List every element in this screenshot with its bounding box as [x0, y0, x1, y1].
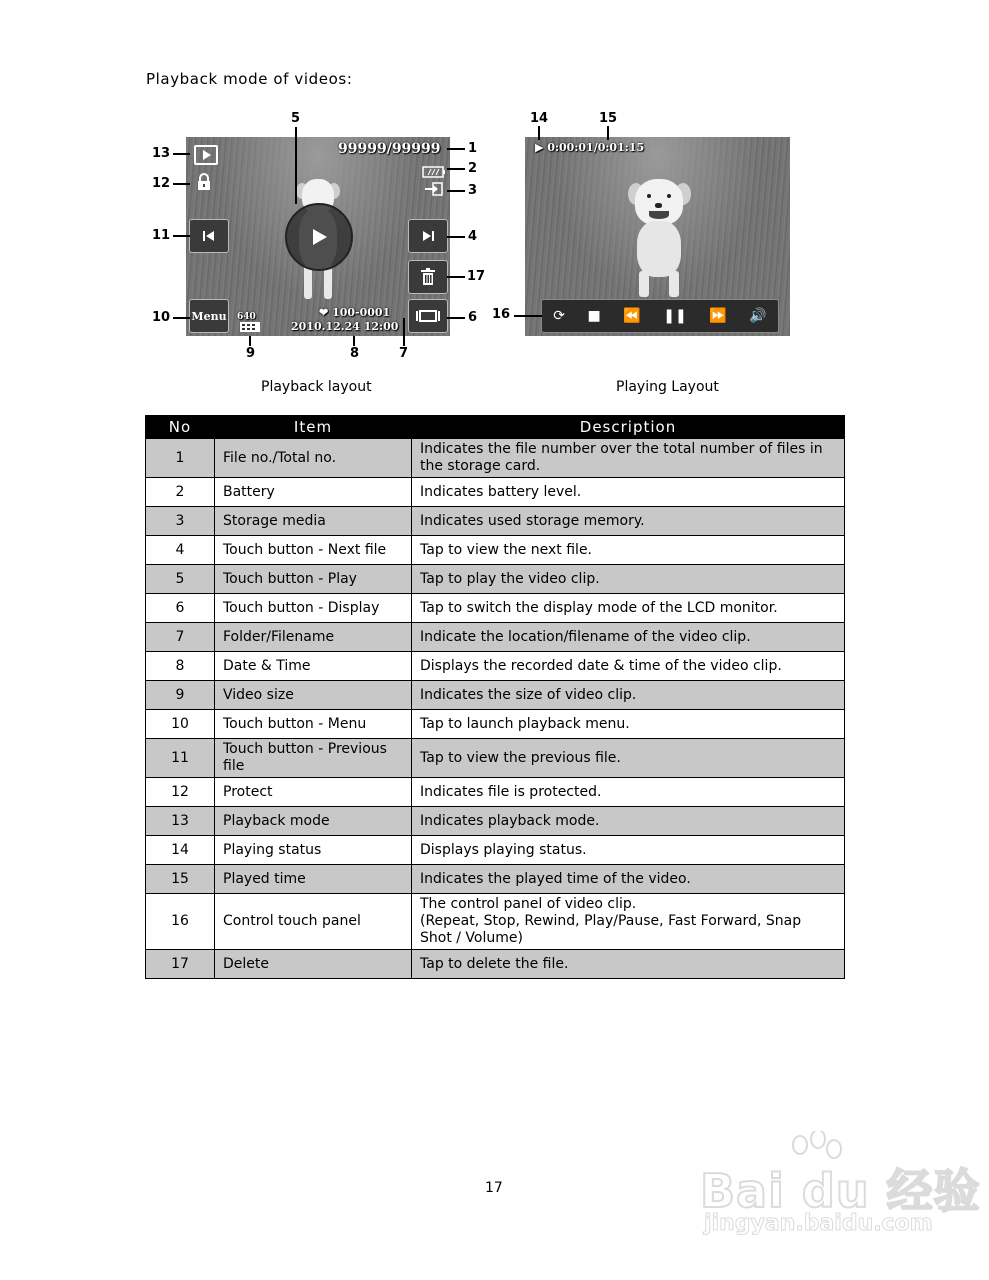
row-description: Tap to view the previous file. [412, 739, 845, 778]
row-item: Touch button - Play [215, 565, 412, 594]
callout-17: 17 [467, 269, 486, 284]
playing-layout-screen [525, 137, 790, 336]
row-number: 13 [146, 807, 215, 836]
callout-2: 2 [468, 161, 478, 176]
table-row [146, 681, 845, 710]
volume-icon[interactable]: 🔊 [749, 308, 767, 324]
callout-line-3 [447, 190, 465, 192]
callout-5: 5 [291, 111, 301, 126]
watermark-url: jingyan.baidu.com [704, 1211, 933, 1236]
table-row [146, 594, 845, 623]
repeat-icon[interactable]: ⟳ [553, 308, 565, 324]
row-description: Tap to view the next file. [412, 536, 845, 565]
callout-13: 13 [152, 146, 171, 161]
row-item: Played time [215, 865, 412, 894]
row-description: Displays the recorded date & time of the video clip. [412, 652, 845, 681]
storage-media-icon [424, 181, 444, 200]
callout-3: 3 [468, 183, 478, 198]
callout-line-4 [447, 236, 465, 238]
row-number: 8 [146, 652, 215, 681]
table-row [146, 894, 845, 950]
played-time: 0:00:01/0:01:15 [547, 141, 645, 154]
table-row [146, 778, 845, 807]
heart-icon: ❤ [319, 306, 329, 319]
callout-11: 11 [152, 228, 171, 243]
row-item: Delete [215, 950, 412, 979]
callout-14: 14 [530, 111, 549, 126]
play-button[interactable] [285, 203, 353, 271]
play-icon [309, 227, 329, 247]
display-mode-icon [416, 309, 440, 323]
skip-back-icon [201, 229, 217, 243]
description-table [145, 415, 845, 979]
callout-1: 1 [468, 141, 478, 156]
display-button[interactable] [408, 299, 448, 333]
battery-icon [422, 163, 446, 182]
page-number: 17 [485, 1180, 503, 1196]
callout-16: 16 [492, 307, 511, 322]
row-number: 16 [146, 894, 215, 950]
row-number: 17 [146, 950, 215, 979]
callout-line-13 [173, 153, 190, 155]
table-row [146, 478, 845, 507]
table-row [146, 536, 845, 565]
row-number: 15 [146, 865, 215, 894]
table-row [146, 710, 845, 739]
callout-4: 4 [468, 229, 478, 244]
table-row [146, 623, 845, 652]
row-description: Tap to switch the display mode of the LCD monitor. [412, 594, 845, 623]
menu-button-label: Menu [191, 309, 227, 323]
table-row [146, 836, 845, 865]
table-row [146, 865, 845, 894]
row-item: Date & Time [215, 652, 412, 681]
table-header-row [146, 416, 845, 439]
row-number: 6 [146, 594, 215, 623]
callout-line-6 [447, 317, 465, 319]
row-description: Tap to delete the file. [412, 950, 845, 979]
playback-mode-icon [194, 145, 218, 165]
callout-line-11 [173, 235, 190, 237]
row-description: Indicates the file number over the total number of files in the storage card. [412, 439, 845, 478]
row-description: Indicates battery level. [412, 478, 845, 507]
folder-filename: ❤ 100-0001 [319, 306, 391, 319]
date-time: 2010.12.24 12:00 [291, 320, 399, 333]
row-item: Touch button - Previous file [215, 739, 412, 778]
watermark-brand: Bai du 经验 [700, 1164, 981, 1218]
callout-10: 10 [152, 310, 171, 325]
row-description: The control panel of video clip. (Repeat, Stop, Rewind, Play/Pause, Fast Forward, Snap Shot / Volume) [412, 894, 845, 950]
callout-line-1 [447, 148, 465, 150]
playback-layout-screen [186, 137, 450, 336]
caption-playing-layout: Playing Layout [616, 379, 719, 395]
row-item: Playing status [215, 836, 412, 865]
fast-forward-icon[interactable]: ⏩ [709, 308, 727, 324]
pause-icon[interactable]: ❚❚ [663, 308, 687, 324]
row-description: Indicates playback mode. [412, 807, 845, 836]
callout-line-16 [514, 315, 542, 317]
row-description: Tap to play the video clip. [412, 565, 845, 594]
header-item: Item [215, 416, 412, 439]
caption-playback-layout: Playback layout [261, 379, 372, 395]
callout-line-15 [607, 126, 609, 140]
table-row [146, 807, 845, 836]
video-size-indicator: 640 [237, 312, 256, 322]
skip-forward-icon [420, 229, 436, 243]
row-item: Video size [215, 681, 412, 710]
row-description: Indicate the location/filename of the video clip. [412, 623, 845, 652]
row-description: Indicates file is protected. [412, 778, 845, 807]
header-description: Description [412, 416, 845, 439]
row-description: Indicates the played time of the video. [412, 865, 845, 894]
row-number: 1 [146, 439, 215, 478]
callout-line-8 [353, 336, 355, 346]
file-counter: 99999/99999 [338, 141, 441, 157]
table-row [146, 652, 845, 681]
film-icon [239, 321, 261, 333]
table-row [146, 439, 845, 478]
row-item: Playback mode [215, 807, 412, 836]
control-touch-panel [541, 299, 779, 333]
table-row [146, 507, 845, 536]
callout-12: 12 [152, 176, 171, 191]
next-file-button[interactable] [408, 219, 448, 253]
row-number: 7 [146, 623, 215, 652]
section-title: Playback mode of videos: [146, 70, 353, 88]
callout-line-5 [295, 127, 297, 204]
callout-line-10 [173, 317, 190, 319]
row-item: Folder/Filename [215, 623, 412, 652]
row-number: 2 [146, 478, 215, 507]
table-row [146, 565, 845, 594]
delete-button[interactable] [408, 260, 448, 294]
trash-icon [420, 268, 436, 286]
callout-line-14 [538, 126, 540, 140]
stop-icon[interactable]: ■ [587, 308, 601, 324]
row-number: 10 [146, 710, 215, 739]
rewind-icon[interactable]: ⏪ [623, 308, 641, 324]
row-description: Displays playing status. [412, 836, 845, 865]
callout-line-9 [249, 336, 251, 346]
callout-line-7 [403, 318, 405, 346]
row-item: File no./Total no. [215, 439, 412, 478]
callout-9: 9 [246, 346, 256, 361]
callout-15: 15 [599, 111, 618, 126]
dog-photo [625, 179, 695, 299]
header-no: No [146, 416, 215, 439]
row-description: Indicates the size of video clip. [412, 681, 845, 710]
row-number: 3 [146, 507, 215, 536]
playing-status [535, 141, 644, 154]
callout-line-2 [447, 168, 465, 170]
previous-file-button[interactable] [189, 219, 229, 253]
menu-button[interactable] [189, 299, 229, 333]
callout-7: 7 [399, 346, 409, 361]
row-number: 12 [146, 778, 215, 807]
row-description: Indicates used storage memory. [412, 507, 845, 536]
row-number: 11 [146, 739, 215, 778]
callout-6: 6 [468, 310, 478, 325]
row-number: 14 [146, 836, 215, 865]
row-description: Tap to launch playback menu. [412, 710, 845, 739]
callout-line-17 [447, 276, 465, 278]
row-item: Touch button - Next file [215, 536, 412, 565]
row-item: Protect [215, 778, 412, 807]
row-item: Storage media [215, 507, 412, 536]
table-row [146, 739, 845, 778]
row-item: Control touch panel [215, 894, 412, 950]
row-number: 4 [146, 536, 215, 565]
play-status-icon: ▶ [535, 141, 544, 154]
row-number: 9 [146, 681, 215, 710]
callout-line-12 [173, 183, 190, 185]
lock-icon [196, 173, 212, 195]
baidu-watermark [700, 1135, 981, 1245]
callout-8: 8 [350, 346, 360, 361]
row-item: Touch button - Menu [215, 710, 412, 739]
row-number: 5 [146, 565, 215, 594]
row-item: Battery [215, 478, 412, 507]
table-row [146, 950, 845, 979]
row-item: Touch button - Display [215, 594, 412, 623]
